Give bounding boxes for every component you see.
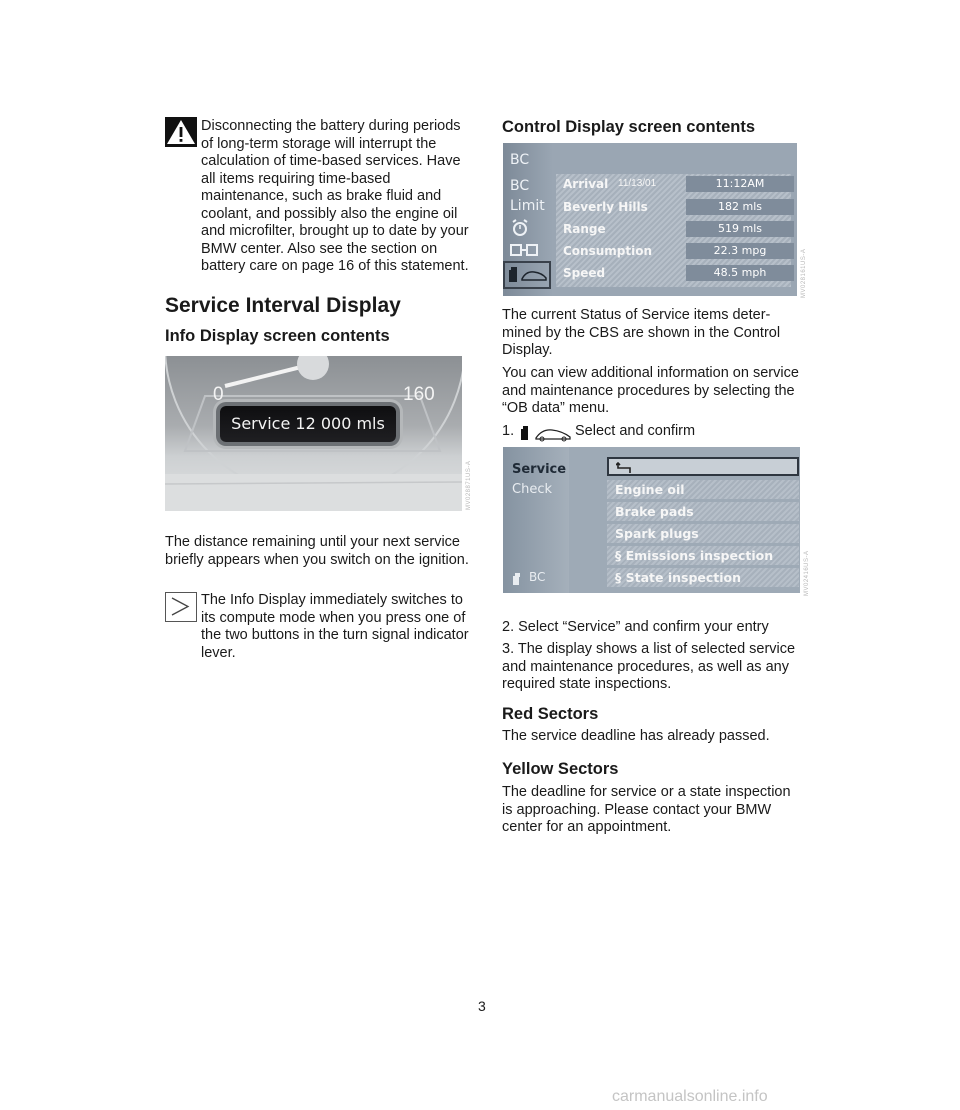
- service-menu-image: [503, 447, 800, 593]
- service-item: § State inspection: [607, 568, 799, 587]
- service-item: Engine oil: [607, 480, 799, 499]
- trip-row: Range 519 mls: [560, 220, 788, 240]
- distance-paragraph: The distance remaining until your next service briefly appears when you switch on the ignition.: [165, 534, 469, 568]
- check-tab: Check: [512, 482, 552, 497]
- control-display-image-code: MV028161US-A: [801, 248, 807, 298]
- service-menu-sidebar: [503, 447, 569, 593]
- section-title: Service Interval Display: [165, 294, 401, 317]
- control-display-sidebar: [503, 143, 553, 296]
- ob-data-car-icon: [520, 423, 574, 443]
- back-item: [607, 457, 799, 476]
- warning-text: of long-term storage will interrupt the calculation of time-based services. Have all items requiring time-based maintenance, such as brake fluid and coolant, and possibly also the engine oil and microfilter, brought up to date by your BMW center. Also see the section on battery care on page 16 of this statement.: [201, 135, 469, 274]
- warning-first-line: Disconnecting the battery during periods: [201, 118, 461, 134]
- step-3: 3. The display shows a list of selected service and maintenance procedures, as well as any required state inspections.: [502, 641, 796, 692]
- control-display-heading: Control Display screen contents: [502, 118, 756, 136]
- step-2: 2. Select “Service” and confirm your entry: [502, 619, 769, 635]
- info-paragraph: You can view additional information on service and maintenance procedures by selecting the “OB data” menu.: [502, 365, 799, 416]
- note-text: its compute mode when you press one of the two buttons in the turn signal indicator lever.: [201, 609, 469, 661]
- red-sectors-heading: Red Sectors: [502, 705, 599, 723]
- dial-160: 160: [403, 384, 435, 405]
- alarm-clock-icon: [510, 219, 530, 237]
- service-menu-image-code: MV02416US-A: [804, 550, 810, 596]
- service-tab: Service: [512, 462, 567, 477]
- control-display-image: [503, 143, 797, 296]
- service-item: § Emissions inspection: [607, 546, 799, 565]
- warning-paragraph: [165, 118, 477, 276]
- service-item: Spark plugs: [607, 524, 799, 543]
- status-paragraph: The current Status of Service items deter-mined by the CBS are shown in the Control Display.: [502, 307, 781, 358]
- trip-row: Beverly Hills 182 mls: [560, 198, 788, 218]
- info-display-lcd: Service 12 000 mls: [220, 406, 396, 442]
- service-items-list: [607, 457, 799, 589]
- watermark: carmanualsonline.info: [612, 1088, 768, 1105]
- note-first-line: The Info Display immediately switches to: [201, 592, 463, 608]
- step-1-number: 1.: [502, 423, 515, 439]
- data-exchange-icon: [510, 243, 538, 257]
- step-1-text: Select and confirm: [575, 423, 696, 439]
- bc-tab: BC: [529, 570, 546, 584]
- sidebar-limit: Limit: [510, 198, 545, 214]
- instrument-cluster-image: [165, 356, 462, 511]
- note-paragraph: [165, 592, 477, 662]
- step-1: [502, 421, 804, 445]
- trip-row: Consumption 22.3 mpg: [560, 242, 788, 262]
- red-sectors-text: The service deadline has already passed.: [502, 728, 770, 744]
- dial-zero: 0: [213, 384, 224, 405]
- selected-obdata-item: [503, 261, 551, 289]
- info-display-heading: Info Display screen contents: [165, 327, 390, 345]
- sidebar-bc-2: BC: [510, 178, 530, 194]
- cluster-image-code: MV028871US-A: [466, 460, 472, 510]
- yellow-sectors-text: The deadline for service or a state inspection is approaching. Please contact your BMW center for an appointment.: [502, 784, 791, 835]
- trip-row: Arrival 11/13/01 11:12AM: [560, 175, 788, 195]
- back-arrow-icon: [616, 462, 632, 474]
- page-number: 3: [478, 998, 486, 1014]
- trip-data-panel: [556, 174, 791, 287]
- yellow-sectors-heading: Yellow Sectors: [502, 760, 619, 778]
- service-item: Brake pads: [607, 502, 799, 521]
- bc-car-icon: [512, 572, 524, 586]
- sidebar-bc-1: BC: [510, 152, 530, 168]
- trip-row: Speed 48.5 mph: [560, 264, 788, 284]
